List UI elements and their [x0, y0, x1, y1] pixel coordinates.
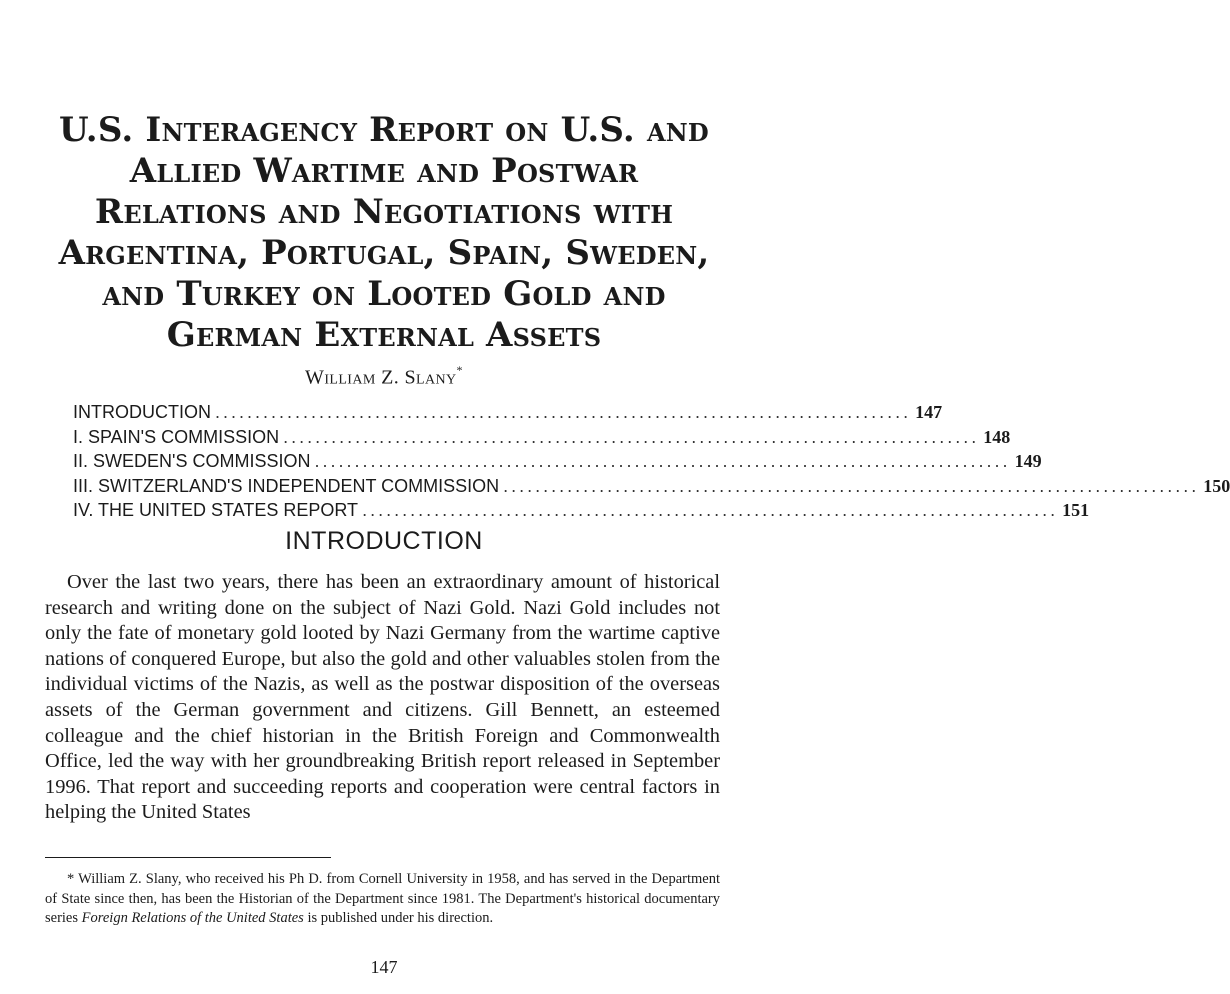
author-footnote-marker: * — [456, 363, 463, 377]
toc-entry-page: 150 — [1203, 475, 1230, 496]
toc-leader-dots: ....................................................................................... — [362, 500, 1059, 520]
footnote — [45, 870, 720, 929]
page-number: 147 — [370, 957, 398, 977]
toc-entry-page: 151 — [1062, 500, 1090, 520]
toc-leader-dots: ....................................................................................... — [503, 475, 1200, 496]
author-name: William Z. Slany — [305, 366, 457, 389]
body-paragraph: Over the last two years, there has been an extraordinary amount of historical research and writing done on the subject of Nazi Gold. Nazi Gold includes not only the fate of monetary gold looted by Nazi Germany from the wartime captive nations of conquered Europe, but also the gold and other valuables stolen from the individual victims of the Nazis, as well as the postwar disposition of the overseas assets of the German government and citizens. Gill Bennett, an esteemed colleague and the chief historian in the British Foreign and Commonwealth Office, led the way with her groundbreaking British report released in September 1996. That report and succeeding reports and cooperation were central factors in helping the United States — [45, 571, 720, 824]
toc-entry-label: INTRODUCTION — [73, 402, 211, 422]
toc-leader-dots: ....................................................................................... — [215, 402, 912, 422]
footnote-text: William Z. Slany, who received his Ph D. from Cornell University in 1958, and has served in the Department of State since then, has been the Historian of the Department since 1981. The Department's historical documentary series — [45, 871, 720, 926]
toc-entry-page: 148 — [983, 426, 1011, 447]
title-line: German External Assets — [166, 315, 602, 355]
toc-entry-page: 147 — [915, 402, 943, 422]
toc-entry-label: II. SWEDEN'S COMMISSION — [73, 451, 311, 471]
toc-leader-dots: ....................................................................................... — [314, 451, 1011, 471]
toc-entry-united-states — [73, 500, 1090, 525]
toc-entry-sweden — [73, 451, 1042, 476]
toc-entry-introduction — [73, 402, 943, 427]
toc-entry-label: III. SWITZERLAND'S INDEPENDENT COMMISSION — [73, 475, 500, 496]
footnote-text-end: is published under his direction. — [303, 910, 494, 926]
footnote-marker: * — [67, 871, 75, 887]
author-byline — [0, 365, 768, 390]
title-line: Allied Wartime and Postwar — [129, 151, 639, 191]
title-line: Argentina, Portugal, Spain, Sweden, — [58, 233, 710, 273]
toc-entry-label: IV. THE UNITED STATES REPORT — [73, 500, 359, 520]
title-line: Relations and Negotiations with — [94, 192, 674, 232]
title-line: U.S. Interagency Report on U.S. and — [59, 110, 709, 150]
article-title — [40, 110, 728, 356]
table-of-contents — [73, 402, 1230, 525]
footnote-italic-title: Foreign Relations of the United States — [81, 910, 304, 926]
footnote-divider — [45, 857, 331, 858]
toc-leader-dots: ....................................................................................... — [283, 426, 980, 447]
toc-entry-page: 149 — [1014, 451, 1042, 471]
toc-entry-label: I. SPAIN'S COMMISSION — [73, 426, 280, 447]
section-heading: INTRODUCTION — [285, 527, 483, 555]
title-line: and Turkey on Looted Gold and — [102, 274, 666, 314]
toc-entry-spain — [73, 426, 1011, 452]
toc-entry-switzerland — [73, 475, 1230, 501]
